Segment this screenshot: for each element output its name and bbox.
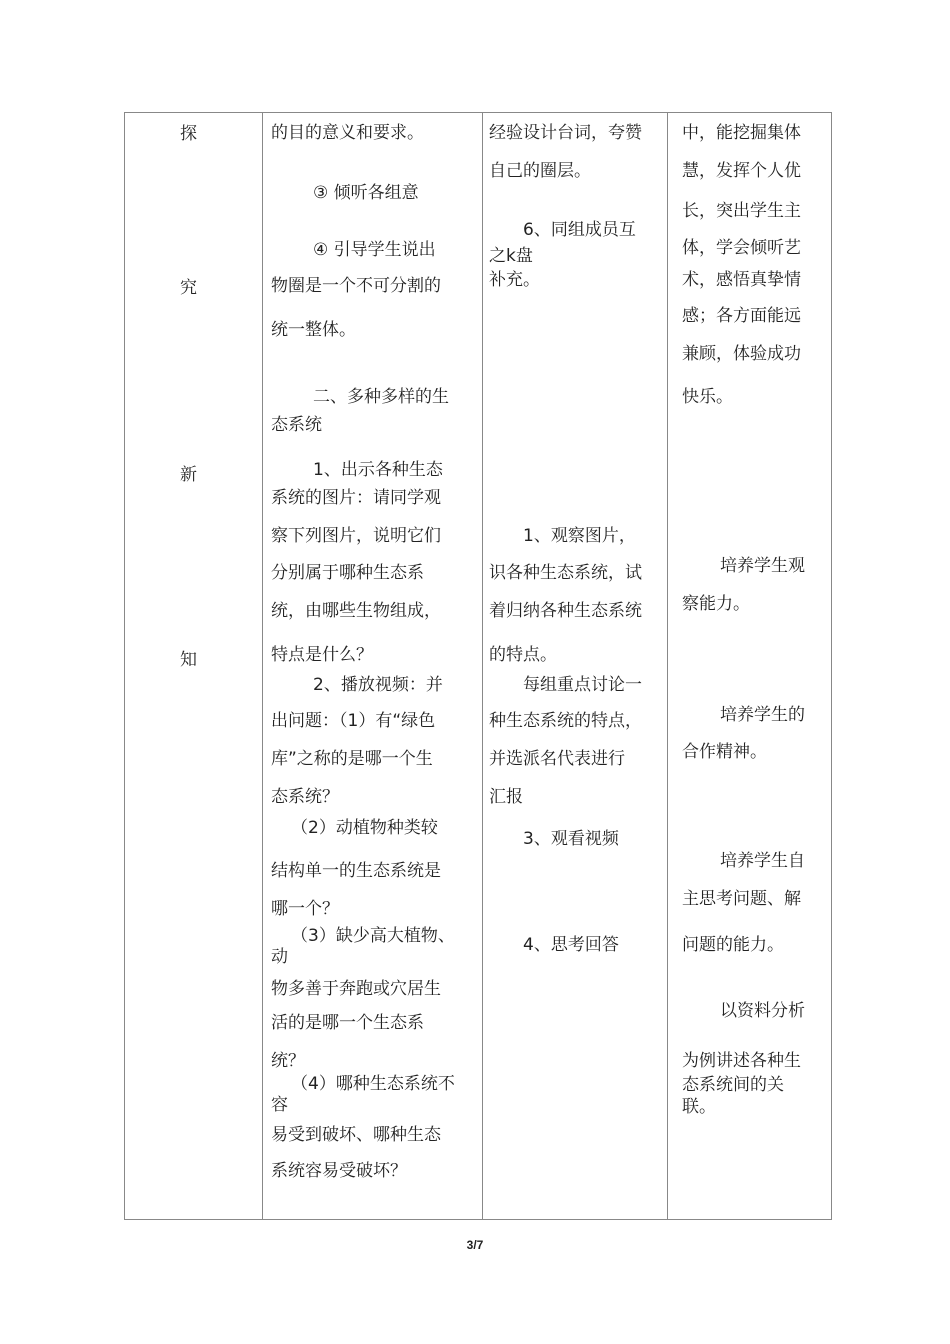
teacher-line: 特点是什么？	[271, 645, 373, 665]
stage-char: 知	[180, 650, 197, 670]
student-line: 识各种生态系统，试	[489, 563, 642, 583]
teacher-line: 统一整体。	[271, 320, 356, 340]
intent-line: 快乐。	[682, 387, 733, 407]
intent-line: 慧，发挥个人优	[682, 161, 801, 181]
student-line: 6、同组成员互	[523, 220, 636, 240]
teacher-line: 系统容易受破坏？	[271, 1161, 407, 1181]
intent-line: 态系统间的关	[682, 1075, 784, 1095]
student-line: 补充。	[489, 270, 540, 290]
stage-char: 新	[180, 465, 197, 485]
teacher-line: 物多善于奔跑或穴居生	[271, 979, 441, 999]
teacher-line: 察下列图片，说明它们	[271, 526, 441, 546]
teacher-line: 系统的图片：请同学观	[271, 488, 441, 508]
stage-column	[125, 113, 262, 1219]
student-line: 1、观察图片，	[523, 526, 636, 546]
intent-line: 培养学生的	[720, 705, 805, 725]
intent-line: 长，突出学生主	[682, 201, 801, 221]
student-line: 种生态系统的特点，	[489, 711, 642, 731]
stage-char: 究	[180, 278, 197, 298]
teacher-line: 的目的意义和要求。	[271, 123, 424, 143]
intent-line: 主思考问题、解	[682, 889, 801, 909]
teacher-line: 动	[271, 947, 288, 967]
stage-char: 探	[180, 124, 197, 144]
teacher-line: 2、播放视频：并	[313, 675, 443, 695]
teacher-line: 出问题：（1）有“绿色	[271, 711, 436, 731]
teacher-line: 活的是哪一个生态系	[271, 1013, 424, 1033]
teacher-line: 1、出示各种生态	[313, 460, 443, 480]
intent-line: 体，学会倾听艺	[682, 238, 801, 258]
teacher-line: （3）缺少高大植物、	[291, 926, 455, 946]
student-line: 之k盘	[489, 246, 533, 266]
teacher-line: 统，由哪些生物组成，	[271, 601, 441, 621]
intent-line: 察能力。	[682, 594, 750, 614]
student-line: 自己的圈层。	[489, 161, 591, 181]
teacher-line: （4）哪种生态系统不	[291, 1074, 455, 1094]
intent-line: 中，能挖掘集体	[682, 123, 801, 143]
intent-line: 为例讲述各种生	[682, 1051, 801, 1071]
teacher-line: 二、多种多样的生	[313, 387, 449, 407]
student-line: 汇报	[489, 787, 523, 807]
intent-line: 问题的能力。	[682, 935, 784, 955]
intent-line: 合作精神。	[682, 742, 767, 762]
design-intent-column	[668, 113, 832, 1219]
student-line: 的特点。	[489, 645, 557, 665]
intent-line: 兼顾，体验成功	[682, 344, 801, 364]
student-line: 4、思考回答	[523, 935, 619, 955]
lesson-table	[124, 112, 832, 1220]
teacher-line: 态系统	[271, 415, 322, 435]
teacher-line: 易受到破坏、哪种生态	[271, 1125, 441, 1145]
intent-line: 术，感悟真挚情	[682, 270, 801, 290]
teacher-line: 结构单一的生态系统是	[271, 861, 441, 881]
student-activity-column	[483, 113, 667, 1219]
intent-line: 培养学生自	[720, 851, 805, 871]
page-number: 3/7	[466, 1238, 484, 1252]
teacher-line: 态系统？	[271, 787, 339, 807]
teacher-line: ④ 引导学生说出	[313, 240, 436, 260]
intent-line: 联。	[682, 1097, 716, 1117]
student-line: 每组重点讨论一	[523, 675, 642, 695]
student-line: 3、观看视频	[523, 829, 619, 849]
intent-line: 感；各方面能远	[682, 306, 801, 326]
teacher-line: （2）动植物种类较	[291, 818, 438, 838]
teacher-line: ③ 倾听各组意	[313, 183, 419, 203]
intent-line: 以资料分析	[720, 1001, 805, 1021]
student-line: 并选派名代表进行	[489, 749, 625, 769]
teacher-line: 容	[271, 1095, 288, 1115]
teacher-line: 哪一个？	[271, 899, 339, 919]
intent-line: 培养学生观	[720, 556, 805, 576]
teacher-line: 库”之称的是哪一个生	[271, 749, 433, 769]
teacher-line: 分别属于哪种生态系	[271, 563, 424, 583]
teacher-line: 统？	[271, 1051, 305, 1071]
teacher-line: 物圈是一个不可分割的	[271, 276, 441, 296]
student-line: 着归纳各种生态系统	[489, 601, 642, 621]
teacher-activity-column	[263, 113, 482, 1219]
student-line: 经验设计台词，夸赞	[489, 123, 642, 143]
